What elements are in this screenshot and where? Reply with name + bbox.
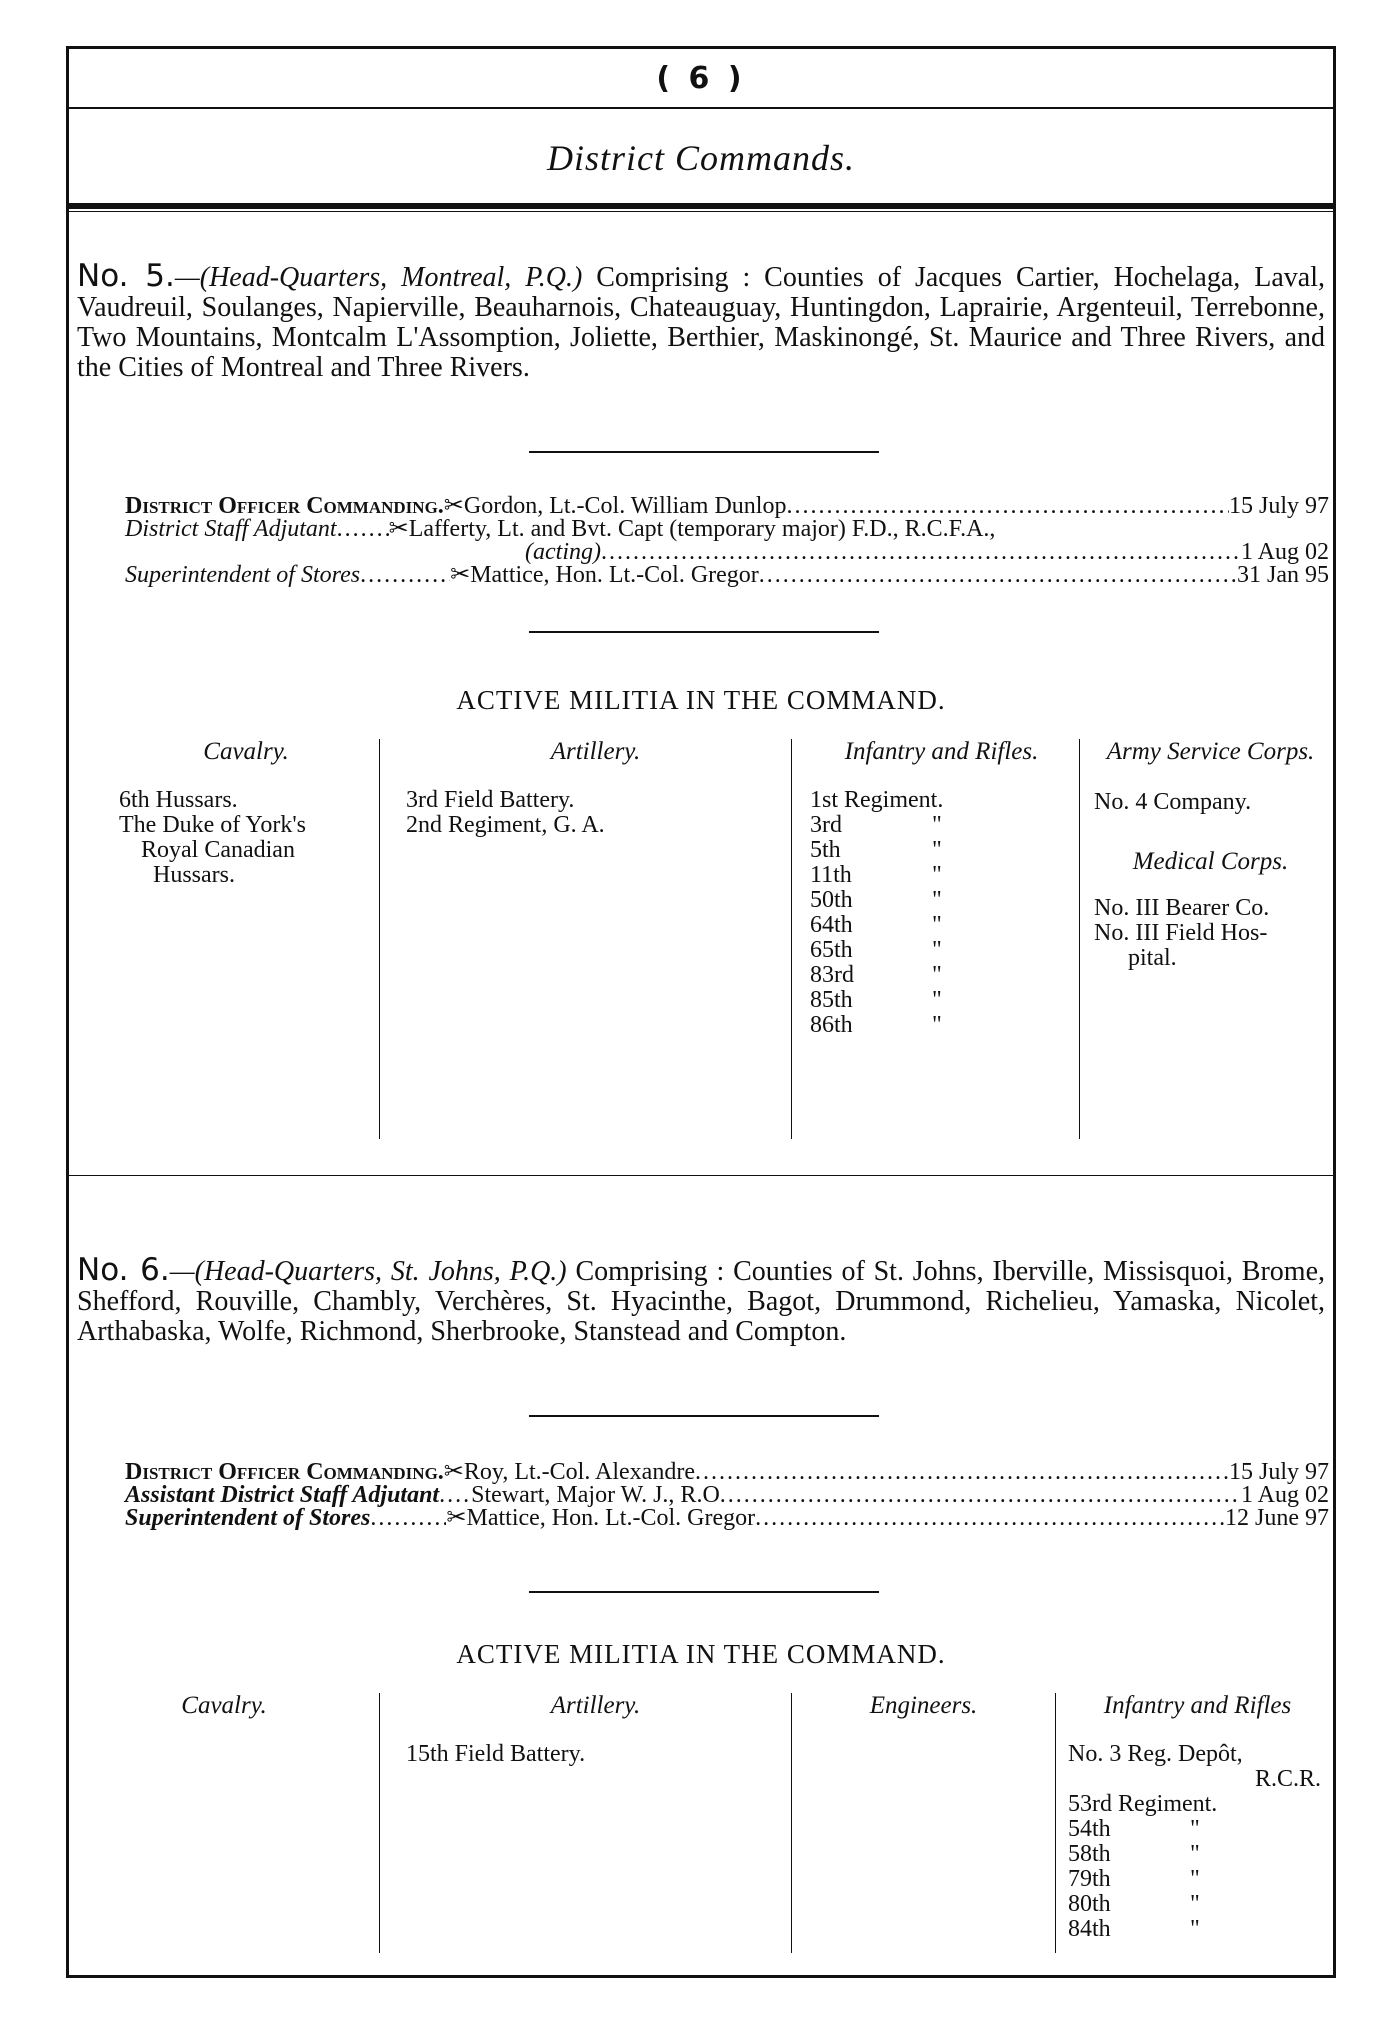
officer-row [125, 1461, 1329, 1484]
unit: 6th Hussars. [119, 787, 238, 813]
divider [529, 631, 879, 633]
unit: R.C.R. [1254, 1766, 1321, 1792]
divider [69, 107, 1333, 109]
infantry-column [1055, 1693, 1333, 1953]
officer-row [125, 564, 1329, 587]
regiment: 50th [810, 887, 853, 913]
divider [69, 211, 1333, 212]
district-6-description [77, 1252, 1325, 1347]
officer-name: ✂Lafferty, Lt. and Bvt. Capt (temporary major) F.D., R.C.F.A., [388, 516, 996, 542]
regiment: 84th [1068, 1916, 1111, 1942]
regiment-row [810, 888, 1073, 913]
officer-date: 1 Aug 02 [1240, 539, 1329, 565]
officer-name: ✂Gordon, Lt.-Col. William Dunlop [443, 493, 787, 519]
leader-dots [337, 518, 389, 541]
column-heading: Cavalry. [203, 738, 289, 765]
column-heading: Cavalry. [181, 1692, 267, 1719]
leader-dots [720, 1484, 1241, 1507]
regiment-row [810, 838, 1073, 863]
unit: The Duke of York's [119, 812, 306, 838]
leader-dots [695, 1461, 1229, 1484]
unit: 1st Regiment. [810, 787, 944, 813]
officer-name: ✂Roy, Lt.-Col. Alexandre [443, 1459, 695, 1485]
regiment-row [810, 963, 1073, 988]
regiment-row [810, 913, 1073, 938]
infantry-column [791, 739, 1079, 1139]
regiment-row [1068, 1892, 1327, 1917]
regiment: 79th [1068, 1866, 1111, 1892]
divider [69, 1175, 1333, 1176]
ditto-mark: " [932, 837, 942, 863]
ditto-mark: " [1190, 1866, 1200, 1892]
ditto-mark: " [1190, 1916, 1200, 1942]
regiment: 80th [1068, 1891, 1111, 1917]
unit: 3rd Field Battery. [406, 787, 575, 813]
cavalry-column [69, 1693, 379, 1953]
regiment-row [810, 1013, 1073, 1038]
unit: No. III Bearer Co. [1094, 895, 1270, 921]
militia-heading: ACTIVE MILITIA IN THE COMMAND. [456, 1639, 946, 1669]
divider [529, 1591, 879, 1593]
ditto-mark: " [932, 1012, 942, 1038]
officer-row [125, 495, 1329, 518]
counties-text: Comprising : Counties of St. Johns, Iberville, Missisquoi, Brome, Shefford, Rouville, Chambly, Verchères, St. Hyacinthe, Bagot, Drummond, Richelieu, Yamaska, Nicolet, Arthabaska, Wolfe, Richmond, Sherbrooke, Stanstead and Compton. [77, 1256, 1325, 1347]
ditto-mark: " [932, 887, 942, 913]
officer-date: 15 July 97 [1228, 1459, 1329, 1485]
regiment-row [1068, 1817, 1327, 1842]
officer-name: (acting) [525, 539, 601, 565]
divider [529, 1415, 879, 1417]
regiment: 85th [810, 987, 853, 1013]
regiment-row [1068, 1867, 1327, 1892]
column-heading: Engineers. [869, 1692, 978, 1719]
officer-name: Stewart, Major W. J., R.O [471, 1482, 720, 1508]
officer-name: ✂Mattice, Hon. Lt.-Col. Gregor [446, 1505, 756, 1531]
district-5-militia-table [69, 739, 1333, 1139]
district-6-militia-table [69, 1693, 1333, 1953]
leader-dots [601, 541, 1241, 564]
ditto-mark: " [932, 912, 942, 938]
regiment-row [1068, 1842, 1327, 1867]
page-frame [66, 46, 1336, 1978]
officer-role: Superintendent of Stores [125, 562, 361, 588]
regiment-row [810, 863, 1073, 888]
leader-dots [439, 1484, 471, 1507]
column-heading: Army Service Corps. [1106, 738, 1315, 765]
regiment: 86th [810, 1012, 853, 1038]
officer-date: 12 June 97 [1225, 1505, 1329, 1531]
regiment-row [810, 938, 1073, 963]
unit: 2nd Regiment, G. A. [406, 812, 605, 838]
regiment: 64th [810, 912, 853, 938]
leader-dots [370, 1507, 446, 1530]
column-heading: Artillery. [550, 738, 641, 765]
unit: No. III Field Hos- [1094, 920, 1268, 946]
officer-row [125, 1507, 1329, 1530]
regiment-row [1068, 1917, 1327, 1942]
leader-dots [759, 564, 1237, 587]
unit: Hussars. [153, 862, 235, 888]
officer-row [125, 518, 1329, 541]
divider [69, 203, 1333, 209]
officer-role: Assistant District Staff Adjutant [125, 1482, 440, 1508]
leader-dots [360, 564, 450, 587]
officer-role: District Officer Commanding. [125, 1459, 444, 1485]
officer-role: District Officer Commanding. [125, 493, 444, 519]
unit: Royal Canadian [141, 837, 295, 863]
headquarters: —(Head-Quarters, Montreal, P.Q.) [174, 262, 583, 293]
officer-role: District Staff Adjutant [125, 516, 337, 542]
militia-heading: ACTIVE MILITIA IN THE COMMAND. [456, 685, 946, 715]
officer-name: ✂Mattice, Hon. Lt.-Col. Gregor [450, 562, 759, 588]
ditto-mark: " [932, 812, 942, 838]
ditto-mark: " [1190, 1816, 1200, 1842]
ditto-mark: " [1190, 1841, 1200, 1867]
ditto-mark: " [932, 937, 942, 963]
regiment: 58th [1068, 1841, 1111, 1867]
officer-date: 31 Jan 95 [1237, 562, 1329, 588]
ditto-mark: " [932, 862, 942, 888]
regiment: 3rd [810, 812, 842, 838]
district-6-officers [125, 1461, 1329, 1530]
artillery-column [379, 739, 791, 1139]
page-title: District Commands. [546, 138, 856, 178]
district-number: No. 6. [77, 1252, 170, 1288]
leader-dots [755, 1507, 1225, 1530]
ditto-mark: " [1190, 1891, 1200, 1917]
regiment-row [810, 988, 1073, 1013]
regiment: 65th [810, 937, 853, 963]
unit: No. 3 Reg. Depôt, [1068, 1741, 1243, 1767]
regiment: 5th [810, 837, 841, 863]
unit: pital. [1128, 945, 1177, 971]
unit: No. 4 Company. [1094, 789, 1252, 815]
counties-text: Comprising : Counties of Jacques Cartier, Hochelaga, Laval, Vaudreuil, Soulanges, Napierville, Beauharnois, Chateauguay, Huntingdon, Laprairie, Argenteuil, Terrebonne, Two Mountains, Montcalm L'Assomption, Joliette, Berthier, Maskinongé, St. Maurice and Three Rivers, and the Cities of Montreal and Three Rivers. [77, 262, 1325, 383]
regiment-row [810, 813, 1073, 838]
column-heading: Infantry and Rifles. [844, 738, 1039, 765]
artillery-column [379, 1693, 791, 1953]
column-heading: Artillery. [550, 1692, 641, 1719]
officer-role: Superintendent of Stores [125, 1505, 371, 1531]
unit: 53rd Regiment. [1068, 1791, 1218, 1817]
district-5-officers [125, 495, 1329, 587]
cavalry-column [69, 739, 379, 1139]
regiment: 11th [810, 862, 852, 888]
ditto-mark: " [932, 987, 942, 1013]
district-number: No. 5. [77, 258, 175, 294]
column-heading: Medical Corps. [1132, 848, 1289, 875]
column-heading: Infantry and Rifles [1103, 1692, 1292, 1719]
ditto-mark: " [932, 962, 942, 988]
district-5-description [77, 258, 1325, 383]
divider [529, 451, 879, 453]
officer-row [125, 541, 1329, 564]
leader-dots [786, 495, 1229, 518]
officer-date: 15 July 97 [1228, 493, 1329, 519]
army-service-column [1079, 739, 1333, 1139]
officer-row [125, 1484, 1329, 1507]
headquarters: —(Head-Quarters, St. Johns, P.Q.) [169, 1256, 567, 1287]
officer-date: 1 Aug 02 [1240, 1482, 1329, 1508]
regiment: 54th [1068, 1816, 1111, 1842]
unit: 15th Field Battery. [406, 1741, 586, 1767]
engineers-column [791, 1693, 1055, 1953]
page-number: ( 6 ) [656, 61, 746, 96]
regiment: 83rd [810, 962, 854, 988]
